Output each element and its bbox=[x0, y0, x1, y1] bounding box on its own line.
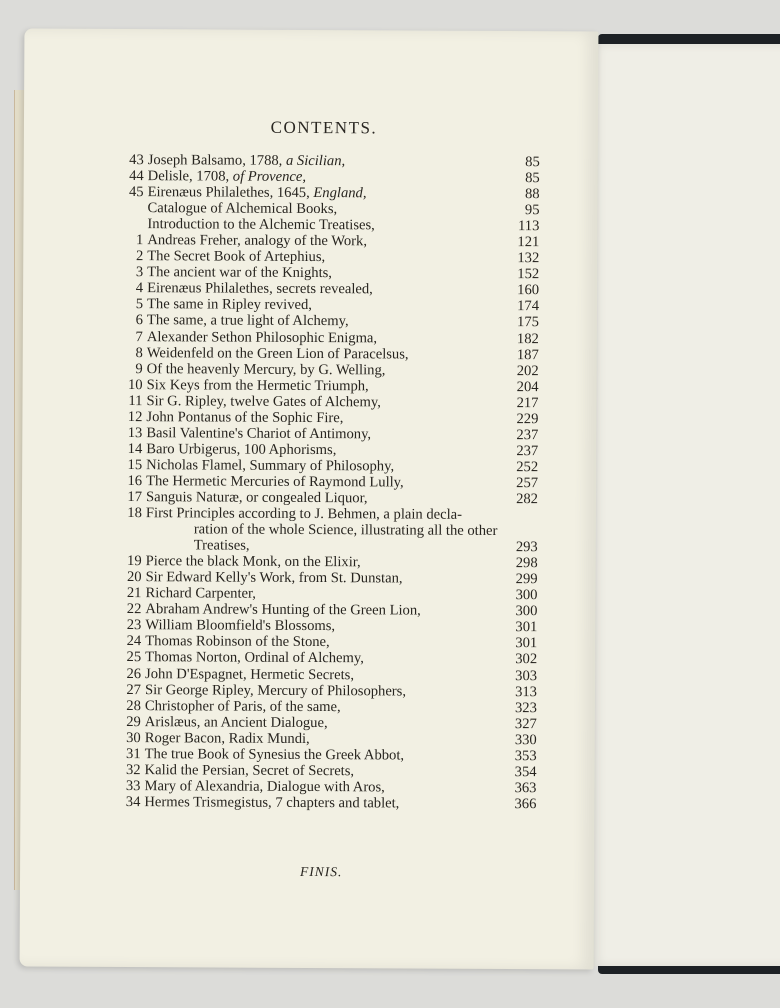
entry-page: 175 bbox=[516, 314, 539, 331]
entry-title bbox=[146, 457, 498, 475]
entry-number: 21 bbox=[126, 585, 142, 602]
contents-entry bbox=[116, 794, 536, 812]
entry-title bbox=[145, 698, 497, 716]
entry-title bbox=[145, 601, 497, 619]
entry-number: 24 bbox=[126, 633, 142, 650]
entry-page: 302 bbox=[515, 651, 538, 668]
entry-text: William Bloomfield's Blossoms, bbox=[145, 617, 336, 635]
entry-text: Nicholas Flamel, Summary of Philosophy, bbox=[146, 457, 395, 475]
entry-title bbox=[146, 393, 498, 411]
entry-number: 5 bbox=[135, 296, 144, 313]
entry-text: Sir G. Ripley, twelve Gates of Alchemy, bbox=[146, 392, 381, 411]
entry-number: 15 bbox=[127, 456, 143, 474]
entry-title bbox=[145, 618, 497, 636]
entry-number: 2 bbox=[135, 248, 144, 265]
entry-title bbox=[145, 762, 497, 780]
entry-number: 10 bbox=[127, 376, 143, 393]
entry-text: Sir Edward Kelly's Work, from St. Dunstan, bbox=[145, 569, 403, 587]
entry-text: Eirenæus Philalethes, 1645, bbox=[147, 184, 314, 202]
entry-title bbox=[145, 666, 497, 684]
entry-text: Abraham Andrew's Hunting of the Green Lion, bbox=[145, 601, 421, 619]
entry-title bbox=[146, 409, 498, 427]
entry-page: 303 bbox=[515, 667, 538, 684]
entry-title bbox=[144, 778, 496, 796]
entry-page: 174 bbox=[517, 298, 540, 315]
entry-title bbox=[145, 650, 497, 668]
entry-page: 298 bbox=[515, 555, 538, 572]
entry-page: 121 bbox=[517, 234, 540, 251]
entry-text: Introduction to the Alchemic Treatises, bbox=[147, 216, 375, 234]
entry-text: Arislæus, an Ancient Dialogue, bbox=[144, 713, 328, 731]
entry-number: 29 bbox=[126, 713, 141, 730]
entry-title bbox=[148, 152, 500, 170]
entry-page: 327 bbox=[514, 715, 537, 732]
entry-text: Delisle, 1708, bbox=[147, 168, 233, 185]
entry-page: 160 bbox=[517, 282, 540, 299]
entry-title bbox=[147, 216, 499, 234]
entry-text: Of the heavenly Mercury, by G. Welling, bbox=[146, 360, 386, 379]
entry-page: 300 bbox=[515, 603, 538, 620]
entry-text: The same in Ripley revived, bbox=[146, 296, 313, 314]
entry-title bbox=[147, 281, 499, 299]
entry-page: 182 bbox=[516, 330, 539, 347]
entry-number: 19 bbox=[127, 553, 142, 570]
entry-page: 113 bbox=[518, 218, 540, 235]
entry-title bbox=[146, 537, 498, 555]
entry-page: 204 bbox=[516, 378, 539, 395]
entry-page: 301 bbox=[515, 619, 538, 636]
entry-text: Basil Valentine's Chariot of Antimony, bbox=[146, 424, 372, 443]
contents-page bbox=[20, 29, 599, 970]
entry-page: 293 bbox=[515, 539, 538, 556]
entry-title bbox=[145, 730, 497, 748]
entry-title bbox=[147, 329, 499, 347]
entry-number: 4 bbox=[135, 280, 144, 297]
entry-page: 363 bbox=[514, 779, 537, 797]
entry-title bbox=[145, 746, 497, 764]
entry-title bbox=[147, 313, 499, 331]
entry-number: 30 bbox=[126, 729, 141, 746]
entry-text: Richard Carpenter, bbox=[145, 585, 256, 602]
entry-title bbox=[145, 714, 497, 732]
entry-number: 33 bbox=[125, 777, 141, 794]
entry-number bbox=[119, 216, 147, 232]
entry-text: Treatises, bbox=[193, 537, 250, 554]
entry-text: Sir George Ripley, Mercury of Philosophers, bbox=[144, 681, 407, 700]
entry-origin: a Sicilian, bbox=[285, 152, 346, 170]
entry-page: 202 bbox=[516, 362, 539, 379]
entry-number: 11 bbox=[128, 392, 143, 409]
entry-title bbox=[145, 585, 497, 603]
entry-title bbox=[147, 200, 499, 218]
entry-title bbox=[146, 505, 498, 523]
entry-number: 17 bbox=[127, 489, 143, 506]
entry-text: Alexander Sethon Philosophic Enigma, bbox=[146, 328, 378, 346]
entry-page: 353 bbox=[514, 747, 537, 764]
entry-text: Weidenfeld on the Green Lion of Paracelsus, bbox=[146, 344, 409, 363]
entry-text: The ancient war of the Knights, bbox=[147, 264, 333, 282]
page-title: CONTENTS. bbox=[270, 117, 378, 138]
entry-number: 28 bbox=[126, 697, 141, 714]
entry-page: 366 bbox=[514, 795, 537, 813]
entry-title bbox=[146, 473, 498, 491]
entry-text: Kalid the Persian, Secret of Secrets, bbox=[144, 761, 355, 780]
right-page bbox=[592, 44, 780, 966]
entry-text: Baro Urbigerus, 100 Aphorisms, bbox=[146, 440, 337, 458]
entry-text: Mary of Alexandria, Dialogue with Aros, bbox=[144, 777, 385, 796]
entry-text: Eirenæus Philalethes, secrets revealed, bbox=[147, 280, 373, 298]
entry-origin: of Provence, bbox=[232, 168, 307, 186]
entry-page: 354 bbox=[514, 763, 537, 780]
entry-text: Joseph Balsamo, 1788, bbox=[147, 152, 287, 169]
entry-number bbox=[118, 537, 146, 553]
entry-number: 22 bbox=[126, 601, 142, 618]
entry-text: Hermes Trismegistus, 7 chapters and tablet, bbox=[144, 794, 400, 812]
entry-page: 313 bbox=[515, 683, 538, 700]
entry-title bbox=[146, 441, 498, 459]
entry-text: John D'Espagnet, Hermetic Secrets, bbox=[145, 665, 355, 683]
entry-text: ration of the whole Science, illustrating all the other bbox=[193, 521, 498, 540]
entry-title bbox=[148, 184, 500, 202]
entry-number: 26 bbox=[126, 665, 142, 682]
entry-number: 6 bbox=[135, 312, 143, 329]
entry-number: 7 bbox=[135, 328, 143, 345]
entry-number: 13 bbox=[127, 424, 143, 441]
entry-title bbox=[146, 553, 498, 571]
entry-page bbox=[498, 523, 538, 539]
entry-number: 27 bbox=[126, 681, 142, 698]
entry-title bbox=[145, 634, 497, 652]
entry-number: 3 bbox=[135, 264, 144, 281]
entry-text: John Pontanus of the Sophic Fire, bbox=[146, 408, 344, 426]
entry-number: 45 bbox=[128, 184, 144, 201]
contents-list bbox=[116, 152, 539, 812]
entry-page: 152 bbox=[517, 266, 540, 283]
entry-page bbox=[498, 507, 538, 523]
entry-page: 229 bbox=[516, 410, 539, 427]
entry-title bbox=[148, 168, 500, 186]
entry-title bbox=[147, 264, 499, 282]
entry-number: 18 bbox=[127, 505, 142, 522]
entry-title bbox=[146, 425, 498, 443]
entry-page: 237 bbox=[516, 426, 539, 443]
entry-page: 330 bbox=[514, 731, 537, 748]
entry-page: 299 bbox=[515, 571, 538, 588]
entry-page: 217 bbox=[516, 394, 539, 411]
entry-number: 43 bbox=[129, 152, 144, 169]
entry-title bbox=[146, 489, 498, 507]
entry-page: 187 bbox=[516, 346, 539, 363]
entry-page: 301 bbox=[515, 635, 538, 652]
entry-number: 23 bbox=[126, 617, 142, 634]
entry-text: Catalogue of Alchemical Books, bbox=[147, 200, 338, 218]
entry-number: 31 bbox=[126, 745, 141, 762]
entry-title bbox=[147, 248, 499, 266]
entry-text: Roger Bacon, Radix Mundi, bbox=[144, 729, 310, 747]
entry-title bbox=[147, 232, 499, 250]
entry-origin: England, bbox=[313, 185, 367, 202]
entry-number: 34 bbox=[125, 793, 141, 810]
entry-number: 14 bbox=[127, 440, 143, 457]
entry-title bbox=[146, 569, 498, 587]
entry-page: 323 bbox=[514, 699, 537, 716]
entry-page: 282 bbox=[516, 491, 539, 508]
entry-number: 32 bbox=[125, 761, 141, 778]
entry-text: Andreas Freher, analogy of the Work, bbox=[147, 232, 368, 250]
entry-title bbox=[145, 682, 497, 700]
finis-label: FINIS. bbox=[300, 863, 343, 880]
entry-number bbox=[118, 521, 146, 537]
entry-page: 88 bbox=[524, 186, 540, 203]
entry-number: 25 bbox=[126, 649, 142, 666]
entry-title bbox=[146, 521, 498, 539]
entry-page: 257 bbox=[516, 475, 539, 492]
entry-text: The true Book of Synesius the Greek Abbot, bbox=[144, 745, 405, 764]
entry-text: Christopher of Paris, of the same, bbox=[144, 697, 341, 715]
entry-page: 95 bbox=[524, 202, 540, 219]
entry-title bbox=[147, 297, 499, 315]
entry-number: 12 bbox=[127, 408, 143, 425]
entry-number: 9 bbox=[135, 360, 143, 377]
entry-text: Pierce the black Monk, on the Elixir, bbox=[145, 553, 361, 571]
entry-page: 237 bbox=[516, 442, 539, 460]
entry-text: The same, a true light of Alchemy, bbox=[146, 312, 349, 330]
entry-title bbox=[147, 345, 499, 363]
entry-title bbox=[144, 794, 496, 812]
entry-page: 300 bbox=[515, 587, 538, 604]
entry-text: Thomas Robinson of the Stone, bbox=[145, 633, 330, 651]
entry-number: 1 bbox=[136, 232, 144, 249]
entry-title bbox=[147, 361, 499, 379]
entry-title bbox=[147, 377, 499, 395]
entry-text: The Secret Book of Artephius, bbox=[147, 248, 326, 266]
entry-text: Thomas Norton, Ordinal of Alchemy, bbox=[145, 649, 364, 667]
entry-text: Six Keys from the Hermetic Triumph, bbox=[146, 376, 369, 394]
entry-page: 132 bbox=[517, 250, 540, 267]
entry-text: Sanguis Naturæ, or congealed Liquor, bbox=[145, 489, 368, 507]
entry-text: The Hermetic Mercuries of Raymond Lully, bbox=[146, 473, 404, 491]
entry-number bbox=[119, 200, 147, 216]
entry-text: First Principles according to J. Behmen, a plain decla- bbox=[145, 505, 463, 523]
entry-page: 85 bbox=[525, 154, 540, 171]
entry-page: 85 bbox=[525, 170, 540, 187]
entry-number: 44 bbox=[129, 168, 144, 185]
entry-number: 16 bbox=[127, 472, 143, 490]
entry-page: 252 bbox=[516, 458, 539, 476]
entry-number: 20 bbox=[126, 569, 142, 586]
entry-number: 8 bbox=[135, 344, 143, 361]
